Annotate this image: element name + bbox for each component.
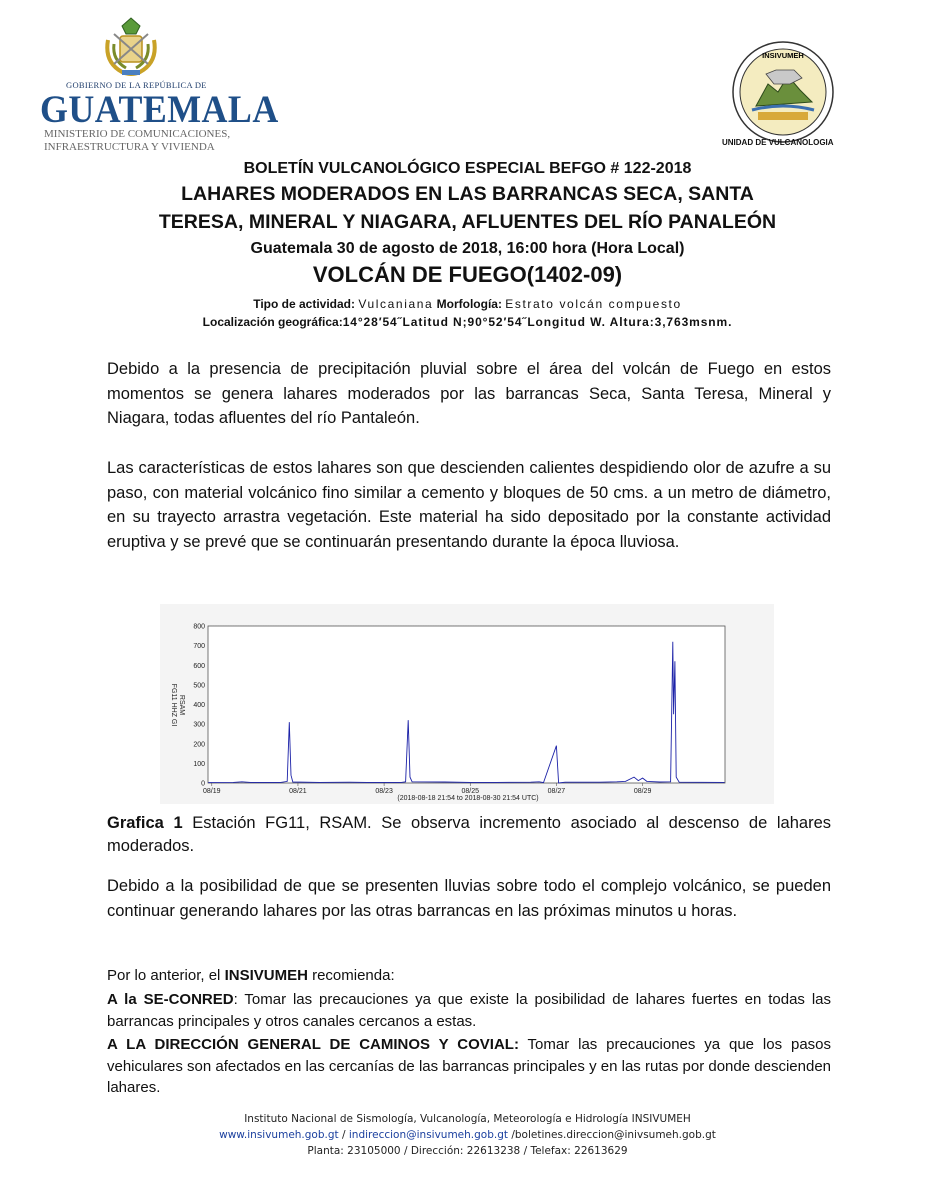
chart-xtick-label: 08/25 <box>461 788 480 795</box>
location-value: 14°28′54˝Latitud N;90°52′54˝Longitud W. Altura:3,763msnm. <box>342 315 733 329</box>
chart-ytick-label: 300 <box>193 721 205 729</box>
bulletin-date: Guatemala 30 de agosto de 2018, 16:00 hora (Hora Local) <box>250 240 685 257</box>
footer-separator: / <box>338 1129 349 1141</box>
coat-of-arms-icon <box>100 14 162 78</box>
recommendation-intro-pre: Por lo anterior, el <box>107 967 225 984</box>
chart-xlabel: (2018-08-18 21:54 to 2018-08-30 21:54 UTC) <box>397 795 539 802</box>
chart-ytick-label: 700 <box>193 643 205 651</box>
bulletin-number: BOLETÍN VULCANOLÓGICO ESPECIAL BEFGO # 122-2018 <box>243 160 692 177</box>
volcano-title: VOLCÁN DE FUEGO(1402-09) <box>312 262 623 287</box>
chart-ylabel-station: FG11 HHZ GI <box>170 683 177 727</box>
chart-ytick-label: 0 <box>201 780 205 788</box>
footer-email-link[interactable]: indireccion@insivumeh.gob.gt <box>348 1129 509 1141</box>
headline-line1: LAHARES MODERADOS EN LAS BARRANCAS SECA, SANTA <box>181 183 754 205</box>
gov-logo-line2: GUATEMALA <box>40 88 279 131</box>
caminos-covial-text: Tomar las precauciones ya que los pasos vehiculares son afectados en las cercanías de las barrancas principales y en las rutas por donde descienden lahares. <box>107 1036 831 1096</box>
chart-caption-label: Grafica 1 <box>107 814 183 832</box>
paragraph-recommendation-intro <box>107 965 831 987</box>
paragraph-caminos-covial <box>107 1034 831 1099</box>
chart-ytick-label: 600 <box>193 662 205 670</box>
headline-line2: TERESA, MINERAL Y NIAGARA, AFLUENTES DEL RÍO PANALEÓN <box>158 211 777 233</box>
chart-axes <box>193 624 725 796</box>
chart-xtick-label: 08/21 <box>289 788 307 795</box>
paragraph-se-conred <box>107 989 831 1032</box>
footer-email-boletines: /boletines.direccion@inivsumeh.gob.gt <box>508 1129 716 1141</box>
footer-contacts <box>0 1129 935 1141</box>
chart-ytick-label: 500 <box>193 682 205 690</box>
location-meta <box>0 315 935 329</box>
footer-phones: Planta: 23105000 / Dirección: 22613238 / Telefax: 22613629 <box>307 1145 628 1157</box>
gov-logo-line1: GOBIERNO DE LA REPÚBLICA DE <box>66 80 207 90</box>
rsam-chart-svg <box>160 604 774 804</box>
rsam-chart <box>160 604 774 804</box>
chart-ytick-label: 100 <box>193 760 205 768</box>
morphology-value: Estrato volcán compuesto <box>505 297 682 311</box>
insivumeh-caption: UNIDAD DE VULCANOLOGIA <box>722 138 834 147</box>
chart-ytick-label: 400 <box>193 702 205 709</box>
footer-website-link[interactable]: www.insivumeh.gob.gt <box>219 1129 339 1141</box>
chart-ylabel-rsam: RSAM <box>178 694 185 716</box>
gov-logo-line4: INFRAESTRUCTURA Y VIVIENDA <box>44 141 215 153</box>
activity-type-label: Tipo de actividad: <box>253 297 355 311</box>
recommendation-org: INSIVUMEH <box>224 967 308 984</box>
chart-caption <box>107 812 831 858</box>
chart-xtick-label: 08/23 <box>375 788 393 795</box>
chart-ytick-label: 200 <box>193 741 205 749</box>
footer-institution: Instituto Nacional de Sismología, Vulcanología, Meteorología e Hidrología INSIVUMEH <box>244 1113 691 1125</box>
chart-xtick-label: 08/19 <box>203 788 221 795</box>
activity-meta <box>0 297 935 311</box>
paragraph-precipitation: Debido a la presencia de precipitación pluvial sobre el área del volcán de Fuego en estos momentos se genera lahares moderados por las barrancas Seca, Santa Teresa, Mineral y Niagara, todas afluentes del río Pantaleón. <box>107 360 831 427</box>
insivumeh-seal-icon <box>728 40 838 152</box>
paragraph-possibility: Debido a la posibilidad de que se presenten lluvias sobre todo el complejo volcánico, se pueden continuar generando lahares por las otras barrancas en las próximas minutos u horas. <box>107 877 831 920</box>
paragraph-characteristics: Las características de estos lahares son que descienden calientes despidiendo olor de azufre a su paso, con material volcánico fino similar a cemento y bloques de 50 cms. a un metro de diámetro, en su trayecto arrastra vegetación. Este material ha sido depositado por la constante actividad eruptiva y se prevé que se continuarán presentando durante la época lluviosa. <box>107 459 831 551</box>
chart-xtick-label: 08/27 <box>547 788 566 795</box>
se-conred-text: : Tomar las precauciones ya que existe la posibilidad de lahares fuertes en todas las barrancas principales y otros canales cercanos a estas. <box>107 991 831 1030</box>
guatemala-government-logo <box>40 14 279 164</box>
chart-ytick-label: 800 <box>193 623 205 631</box>
chart-plot-area <box>208 626 725 783</box>
morphology-label: Morfología: <box>436 297 502 311</box>
location-label: Localización geográfica: <box>202 315 343 329</box>
gov-logo-line3: MINISTERIO DE COMUNICACIONES, <box>44 128 231 140</box>
chart-xtick-label: 08/29 <box>633 788 652 795</box>
activity-type-value: Vulcaniana <box>358 297 434 311</box>
insivumeh-seal-text: INSIVUMEH <box>762 51 804 60</box>
recommendation-intro-post: recomienda: <box>307 967 395 984</box>
chart-caption-text: Estación FG11, RSAM. Se observa incremento asociado al descenso de lahares moderados. <box>107 814 832 855</box>
caminos-covial-label: A LA DIRECCIÓN GENERAL DE CAMINOS Y COVIAL: <box>107 1036 519 1053</box>
se-conred-label: A la SE-CONRED <box>107 991 234 1008</box>
